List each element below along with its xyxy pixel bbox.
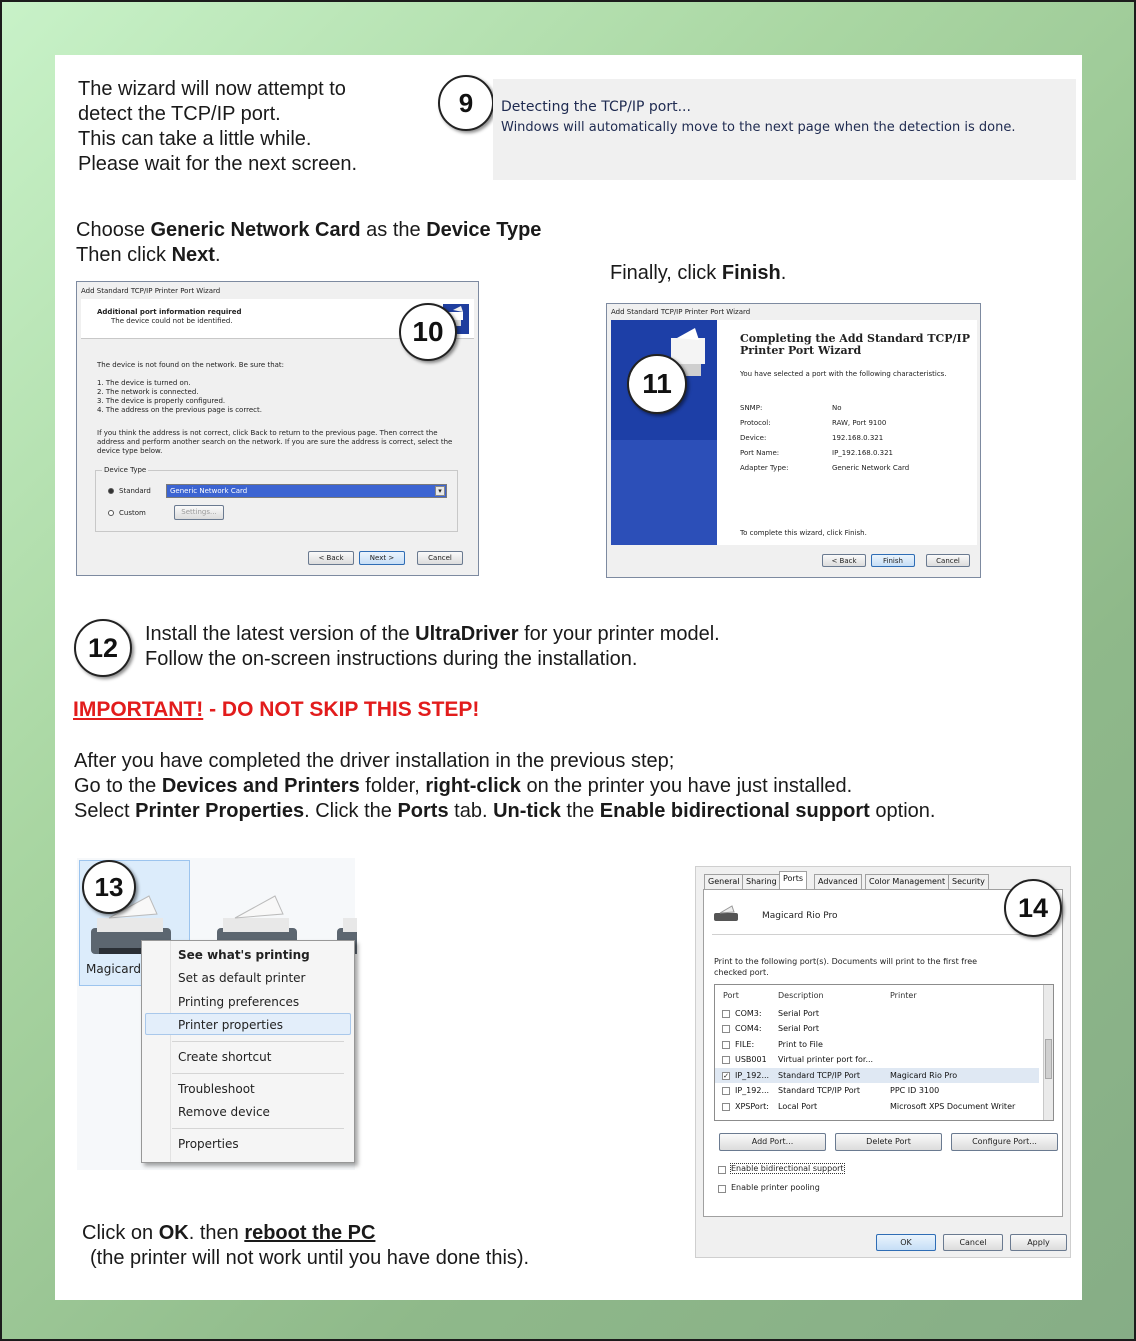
menu-set-default-printer[interactable]: Set as default printer	[178, 971, 306, 985]
port-row[interactable]: USB001 Virtual printer port for...	[715, 1052, 1039, 1067]
important-warning: IMPORTANT! - DO NOT SKIP THIS STEP!	[73, 698, 480, 721]
ok-button[interactable]: OK	[876, 1234, 936, 1251]
apply-button[interactable]: Apply	[1010, 1234, 1067, 1251]
port-checkbox[interactable]	[722, 1010, 730, 1018]
printer-icon	[712, 904, 742, 924]
step11-body	[611, 320, 977, 545]
step13-screen	[77, 858, 355, 1170]
step10-checklist	[97, 379, 262, 415]
step9-line: detect the TCP/IP port.	[78, 103, 281, 125]
final-instructions: Click on OK. then reboot the PC (the printer will not work until you have done this).	[82, 1222, 530, 1269]
port-row-selected[interactable]: ✓ IP_192... Standard TCP/IP Port Magicard Rio Pro	[715, 1068, 1039, 1083]
next-button[interactable]: Next >	[359, 551, 405, 565]
step10-number: 10	[412, 316, 444, 347]
step10-window-title: Add Standard TCP/IP Printer Port Wizard	[81, 287, 221, 295]
step11-wizard-window	[606, 303, 981, 578]
step10-heading: Additional port information required	[97, 308, 242, 316]
menu-gutter	[170, 941, 171, 1162]
step10-subheading: The device could not be identified.	[111, 317, 233, 325]
delete-port-button[interactable]: Delete Port	[835, 1133, 942, 1151]
step10-note: If you think the address is not correct, click Back to return to the previous page. Then correct the address and perform another search on the network. If you are sure the address is correct, select the device type below.	[97, 429, 453, 455]
chevron-down-icon[interactable]: ▾	[435, 486, 445, 496]
checklist-item: 1. The device is turned on.	[97, 379, 191, 387]
ports-list[interactable]	[714, 984, 1054, 1121]
menu-remove-device[interactable]: Remove device	[178, 1105, 270, 1119]
menu-printing-preferences[interactable]: Printing preferences	[178, 995, 300, 1009]
tab-advanced[interactable]: Advanced	[814, 874, 862, 889]
device-type-select-value: Generic Network Card	[170, 487, 248, 495]
device-type-select[interactable]	[166, 484, 447, 498]
checklist-item: 3. The device is properly configured.	[97, 397, 226, 405]
port-row[interactable]: IP_192... Standard TCP/IP Port PPC ID 3100	[715, 1083, 1039, 1098]
port-row[interactable]: XPSPort: Local Port Microsoft XPS Document Writer	[715, 1099, 1039, 1114]
menu-separator	[172, 1128, 344, 1129]
step12-instructions: Install the latest version of the UltraDriver for your printer model. Follow the on-screen instructions during the installation.	[145, 623, 720, 670]
port-checkbox[interactable]	[722, 1087, 730, 1095]
back-button[interactable]: < Back	[308, 551, 354, 565]
step11-fields: SNMP: No Protocol: RAW, Port 9100 Device: 192.168.0.321 Port Name: IP_192.168.0.321 Adapter Type: Generic Network Card	[740, 404, 910, 472]
port-row[interactable]: COM4: Serial Port	[715, 1021, 1039, 1036]
ports-scrollbar[interactable]	[1043, 985, 1053, 1120]
print-note: Print to the following port(s). Documents will print to the first free checked port.	[714, 957, 978, 977]
tab-security[interactable]: Security	[948, 874, 989, 889]
port-checkbox[interactable]	[722, 1103, 730, 1111]
step9-number: 9	[458, 87, 474, 118]
custom-label: Custom	[119, 509, 146, 517]
step10-intro: The device is not found on the network. Be sure that:	[97, 361, 285, 369]
after-instructions: After you have completed the driver installation in the previous step; Go to the Devices and Printers folder, right-click on the printer you have just installed. Select Printer Properties. Click the Ports tab. Un-tick the Enable bidirectional support option.	[74, 750, 936, 822]
properties-tabs	[704, 874, 1004, 890]
step9-instructions	[78, 77, 418, 177]
standard-radio[interactable]	[108, 488, 114, 494]
step9-line: Please wait for the next screen.	[78, 153, 358, 175]
step9-screen	[493, 79, 1076, 180]
step14-badge	[1004, 879, 1062, 937]
standard-label: Standard	[119, 487, 151, 495]
settings-button[interactable]: Settings...	[174, 505, 224, 520]
enable-bidi-checkbox[interactable]	[718, 1166, 726, 1174]
port-checkbox[interactable]	[722, 1056, 730, 1064]
tab-general[interactable]: General	[704, 874, 744, 889]
menu-troubleshoot[interactable]: Troubleshoot	[178, 1082, 255, 1096]
menu-separator	[172, 1041, 344, 1042]
step12-badge	[74, 619, 132, 677]
enable-bidi-label[interactable]: Enable bidirectional support	[731, 1164, 844, 1173]
step9-line: The wizard will now attempt to	[78, 78, 346, 100]
port-checkbox[interactable]	[722, 1041, 730, 1049]
checklist-item: 4. The address on the previous page is correct.	[97, 406, 262, 414]
step11-footer: To complete this wizard, click Finish.	[740, 529, 867, 537]
wizard-side-panel	[611, 320, 717, 545]
menu-create-shortcut[interactable]: Create shortcut	[178, 1050, 272, 1064]
step9-screen-text: Windows will automatically move to the next page when the detection is done.	[501, 120, 1016, 135]
step11-heading: Completing the Add Standard TCP/IP Printer Port Wizard	[740, 332, 970, 357]
step10-badge	[399, 303, 457, 361]
step11-intro: You have selected a port with the following characteristics.	[740, 370, 947, 378]
step11-badge	[627, 354, 687, 414]
scrollbar-thumb[interactable]	[1045, 1039, 1052, 1079]
step12-number: 12	[87, 632, 119, 663]
finish-button[interactable]: Finish	[871, 554, 915, 567]
menu-see-whats-printing[interactable]: See what's printing	[178, 948, 310, 962]
cancel-button[interactable]: Cancel	[943, 1234, 1003, 1251]
step9-screen-title: Detecting the TCP/IP port...	[501, 99, 691, 115]
document-page	[55, 55, 1082, 1300]
step10-wizard-window	[76, 281, 479, 576]
menu-separator	[172, 1073, 344, 1074]
step9-badge	[438, 75, 494, 131]
cancel-button[interactable]: Cancel	[926, 554, 970, 567]
checklist-item: 2. The network is connected.	[97, 388, 199, 396]
step13-number: 13	[94, 871, 124, 902]
printer-properties-window	[695, 866, 1071, 1258]
device-type-label: Device Type	[104, 466, 147, 474]
step10-instructions: Choose Generic Network Card as the Device Type Then click Next.	[76, 219, 542, 266]
enable-pooling-label[interactable]: Enable printer pooling	[731, 1183, 820, 1192]
device-label: Magicard	[86, 962, 141, 976]
port-checkbox-checked[interactable]: ✓	[723, 1072, 729, 1080]
context-menu	[141, 940, 355, 1163]
configure-port-button[interactable]: Configure Port...	[951, 1133, 1058, 1151]
step14-number: 14	[1017, 892, 1049, 923]
tab-color-management[interactable]: Color Management	[865, 874, 949, 889]
ports-header: Port Description Printer	[723, 991, 917, 1000]
custom-radio[interactable]	[108, 510, 114, 516]
tab-ports[interactable]: Ports	[779, 871, 807, 890]
tab-sharing[interactable]: Sharing	[742, 874, 781, 889]
step13-badge	[82, 860, 136, 914]
step9-line: This can take a little while.	[78, 128, 312, 150]
printer-wizard-icon	[611, 320, 717, 545]
step11-number: 11	[642, 368, 672, 399]
enable-pooling-checkbox[interactable]	[718, 1185, 726, 1193]
port-checkbox[interactable]	[722, 1025, 730, 1033]
step11-caption: Finally, click Finish.	[610, 262, 787, 284]
printer-name: Magicard Rio Pro	[762, 911, 838, 921]
port-row[interactable]: COM3: Serial Port	[715, 1006, 1039, 1021]
add-port-button[interactable]: Add Port...	[719, 1133, 826, 1151]
cancel-button[interactable]: Cancel	[417, 551, 463, 565]
step11-window-title: Add Standard TCP/IP Printer Port Wizard	[611, 308, 751, 316]
port-row[interactable]: FILE: Print to File	[715, 1037, 1039, 1052]
ports-tab-panel	[703, 889, 1063, 1217]
device-type-group	[95, 466, 458, 532]
menu-printer-properties[interactable]: Printer properties	[178, 1018, 283, 1032]
divider	[712, 934, 1052, 935]
menu-properties[interactable]: Properties	[178, 1137, 239, 1151]
back-button[interactable]: < Back	[822, 554, 866, 567]
